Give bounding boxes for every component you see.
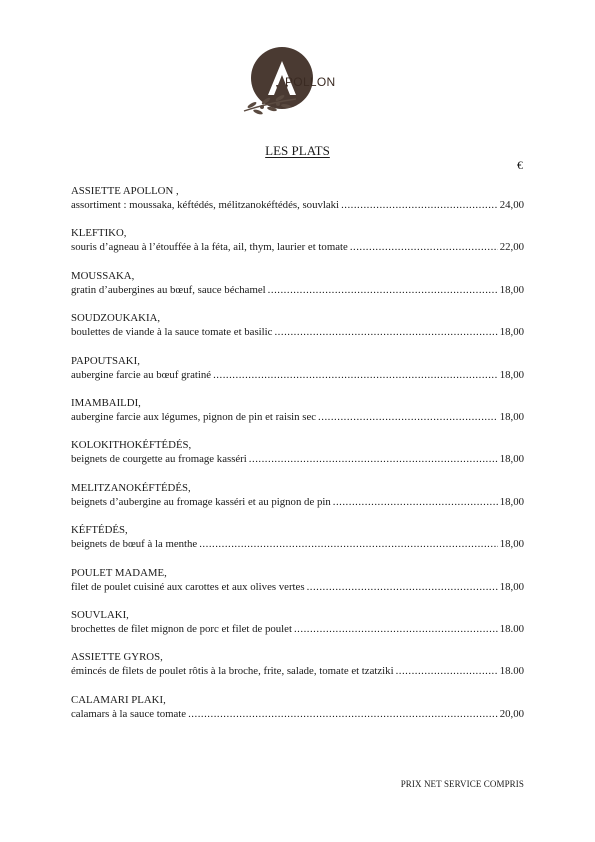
dish-price: 18,00 [499,453,524,466]
dish-name: CALAMARI PLAKI, [71,693,166,706]
logo [238,45,358,123]
dish-description: beignets de courgette au fromage kasséri [71,453,247,466]
dish-description: aubergine farcie aux légumes, pignon de pin et raisin sec [71,410,317,423]
dish-description: émincés de filets de poulet rôtis à la broche, frite, salade, tomate et tzatziki [71,665,394,678]
dish-line [71,452,524,466]
menu-item [71,693,524,735]
dish-name: KÉFTÉDÉS, [71,524,128,537]
dish-line [71,368,524,382]
dish-line [71,283,524,297]
dish-price: 18,00 [499,495,524,508]
dish-price: 18,00 [499,580,524,593]
dish-description: souris d’agneau à l’étouffée à la féta, ail, thym, laurier et tomate [71,241,348,254]
footer-note: PRIX NET SERVICE COMPRIS [400,779,524,789]
leader-dots [199,537,497,551]
menu-item [71,608,524,650]
leader-dots [268,283,498,297]
dish-name: IMAMBAILDI, [71,396,141,409]
dish-line [71,198,524,212]
menu-item [71,354,524,396]
dish-description: brochettes de filet mignon de porc et filet de poulet [71,622,292,635]
dish-description: beignets d’aubergine au fromage kasséri et au pignon de pin [71,495,331,508]
page-title: LES PLATS [265,143,330,158]
dish-name: ASSIETTE APOLLON , [71,185,179,197]
dish-description: boulettes de viande à la sauce tomate et basilic [71,326,273,339]
leader-dots [341,198,498,212]
logo-text: POLLON [285,75,336,89]
dish-price: 18,00 [499,538,524,551]
dish-line [71,580,524,594]
dish-name: SOUDZOUKAKIA, [71,312,161,325]
menu-item [71,566,524,608]
dish-price: 18,00 [499,326,524,339]
dish-name: KLEFTIKO, [71,227,127,240]
menu-item [71,523,524,565]
menu-item [71,438,524,480]
dish-price: 18,00 [499,410,524,423]
dish-name: MOUSSAKA, [71,269,135,282]
dish-name: MELITZANOKÉFTÉDÉS, [71,481,191,494]
dish-line [71,240,524,254]
menu-item [71,396,524,438]
dish-description: assortiment : moussaka, kéftédés, mélitzanokéftédés, souvlaki [71,199,340,211]
leader-dots [213,368,498,382]
leader-dots [294,622,498,636]
leader-dots [188,707,498,721]
dish-line [71,495,524,509]
dish-name: ASSIETTE GYROS, [71,651,163,664]
menu-item [71,311,524,353]
menu-list [71,184,524,735]
dish-line [71,664,524,678]
dish-line [71,622,524,636]
dish-price: 24,00 [499,199,524,211]
dish-line [71,537,524,551]
leader-dots [307,580,498,594]
dish-description: gratin d’aubergines au bœuf, sauce béchamel [71,283,266,296]
dish-description: beignets de bœuf à la menthe [71,538,198,551]
menu-item [71,184,524,226]
dish-line [71,410,524,424]
dish-price: 18.00 [499,622,524,635]
dish-price: 18,00 [499,283,524,296]
dish-description: filet de poulet cuisiné aux carottes et aux olives vertes [71,580,305,593]
dish-name: KOLOKITHOKÉFTÉDÉS, [71,439,192,452]
leader-dots [350,240,498,254]
dish-name: POULET MADAME, [71,566,167,579]
currency-symbol: € [517,158,523,172]
menu-item [71,226,524,268]
menu-item [71,481,524,523]
leader-dots [249,452,498,466]
dish-price: 22,00 [499,241,524,254]
dish-description: aubergine farcie au bœuf gratiné [71,368,212,381]
leader-dots [333,495,498,509]
dish-line [71,325,524,339]
menu-item [71,269,524,311]
dish-name: SOUVLAKI, [71,608,129,621]
dish-price: 20,00 [499,707,524,720]
dish-line [71,707,524,721]
menu-item [71,650,524,692]
leader-dots [274,325,497,339]
dish-name: PAPOUTSAKI, [71,354,140,367]
dish-description: calamars à la sauce tomate [71,707,187,720]
dish-price: 18,00 [499,368,524,381]
leader-dots [318,410,498,424]
leader-dots [396,664,498,678]
dish-price: 18.00 [499,665,524,678]
